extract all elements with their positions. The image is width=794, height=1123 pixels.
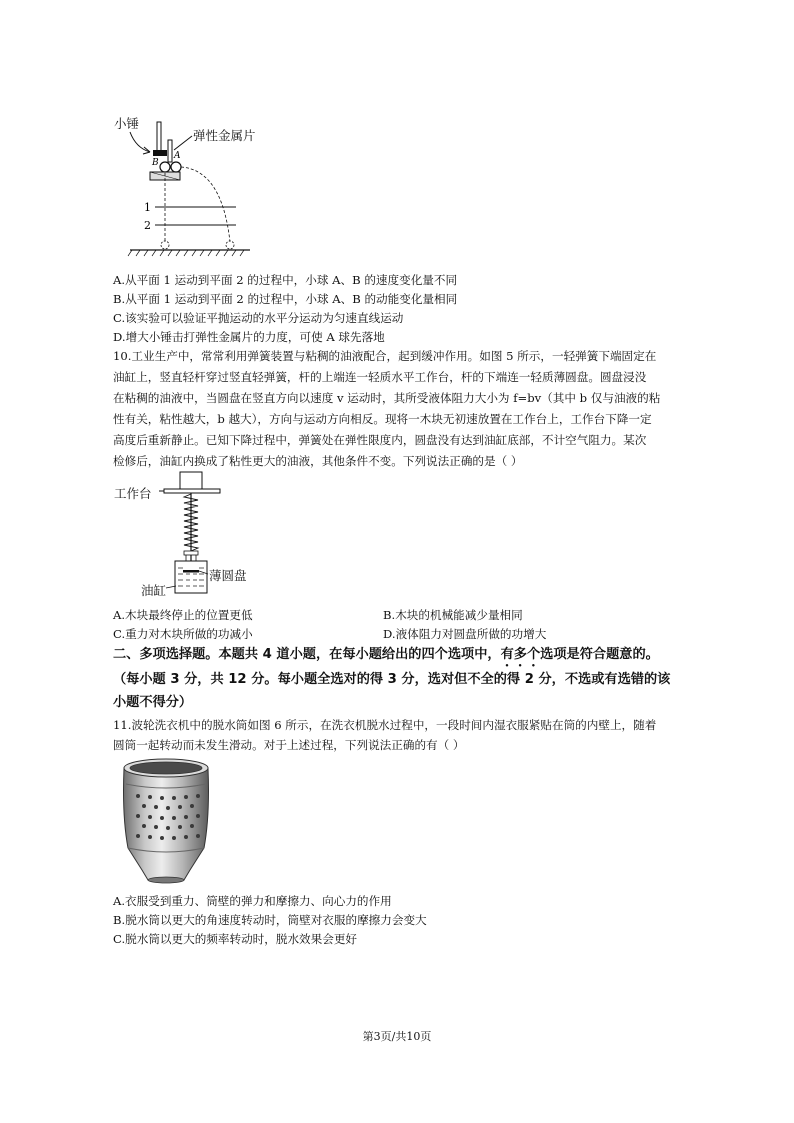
section-2-scoring-line: （每小题 3 分，共 12 分。每小题全选对的得 3 分，选对但不全的得 2 分，不选或有选错的该 [113,672,671,687]
spring-damper-diagram [110,468,280,608]
plate-label: 弹性金属片 [193,128,256,143]
q11-option-a: A.衣服受到重力、筒壁的弹力和摩擦力、向心力的作用 [113,894,392,908]
ball-a-label: A [174,151,181,161]
plane-1-label: 1 [144,201,151,214]
worktable-label: 工作台 [114,486,152,501]
q10-stem-line: 高度后重新静止。已知下降过程中，弹簧处在弹性限度内，圆盘没有达到油缸底部，不计空气阻力。某次 [113,433,647,447]
q11-option-b: B.脱水筒以更大的角速度转动时，筒壁对衣服的摩擦力会变大 [113,913,427,927]
q11-option-c: C.脱水筒以更大的频率转动时，脱水效果会更好 [113,932,358,946]
ball-b-label: B [152,158,159,168]
cylinder-label: 油缸 [141,583,167,598]
q10-option-d: D.液体阻力对圆盘所做的功增大 [383,627,547,641]
section-2-heading-pre: 二、多项选择题。本题共 4 道小题，在每小题给出的四个选项中， [113,647,501,662]
q10-stem-line: 在粘稠的油液中，当圆盘在竖直方向以速度 v 运动时，其所受液体阻力大小为 f=bv（其中 b 仅与油液的粘 [113,391,661,405]
q9-option-d: D.增大小锤击打弹性金属片的力度，可使 A 球先落地 [113,330,385,344]
q10-stem-line: 检修后，油缸内换成了粘性更大的油液，其他条件不变。下列说法正确的是（ ） [113,454,523,468]
q10-stem-line: 10.工业生产中，常常利用弹簧装置与粘稠的油液配合，起到缓冲作用。如图 5 所示，一轻弹簧下端固定在 [113,349,657,363]
q9-option-c: C.该实验可以验证平抛运动的水平分运动为匀速直线运动 [113,311,404,325]
disk-label: 薄圆盘 [209,568,247,583]
section-2-heading-post: 选项是符合题意的。 [540,647,659,662]
page-footer: 第3页/共10页 [362,1030,432,1043]
q10-stem-line: 油缸上，竖直轻杆穿过竖直轻弹簧，杆的上端连一轻质水平工作台，杆的下端连一轻质薄圆盘。圆盘浸没 [113,370,647,384]
q9-option-a: A.从平面 1 运动到平面 2 的过程中，小球 A、B 的速度变化量不同 [113,273,458,287]
section-2-heading-emphasis: 有多个 [500,647,541,662]
hammer-label: 小锤 [114,116,140,131]
q10-option-c: C.重力对木块所做的功减小 [113,627,253,641]
q9-option-b: B.从平面 1 运动到平面 2 的过程中，小球 A、B 的动能变化量相同 [113,292,458,306]
figure-projectile [110,110,280,260]
q11-stem-line: 圆筒一起转动而未发生滑动。对于上述过程，下列说法正确的有（ ） [113,738,465,752]
section-2-scoring-line: 小题不得分） [113,695,193,710]
q10-option-b: B.木块的机械能减少量相同 [383,608,523,622]
projectile-apparatus-diagram [110,110,280,260]
q11-stem-line: 11.波轮洗衣机中的脱水筒如图 6 所示，在洗衣机脱水过程中，一段时间内湿衣服紧贴在筒的内壁上，随着 [113,718,657,732]
q10-stem-line: 性有关，粘性越大，b 越大），方向与运动方向相反。现将一木块无初速放置在工作台上，工作台下降一定 [113,412,652,426]
section-2-heading [113,646,659,670]
plane-2-label: 2 [144,219,151,232]
q10-option-a: A.木块最终停止的位置更低 [113,608,253,622]
spin-drum-figure [114,756,224,886]
figure-spring-damper [110,468,280,608]
